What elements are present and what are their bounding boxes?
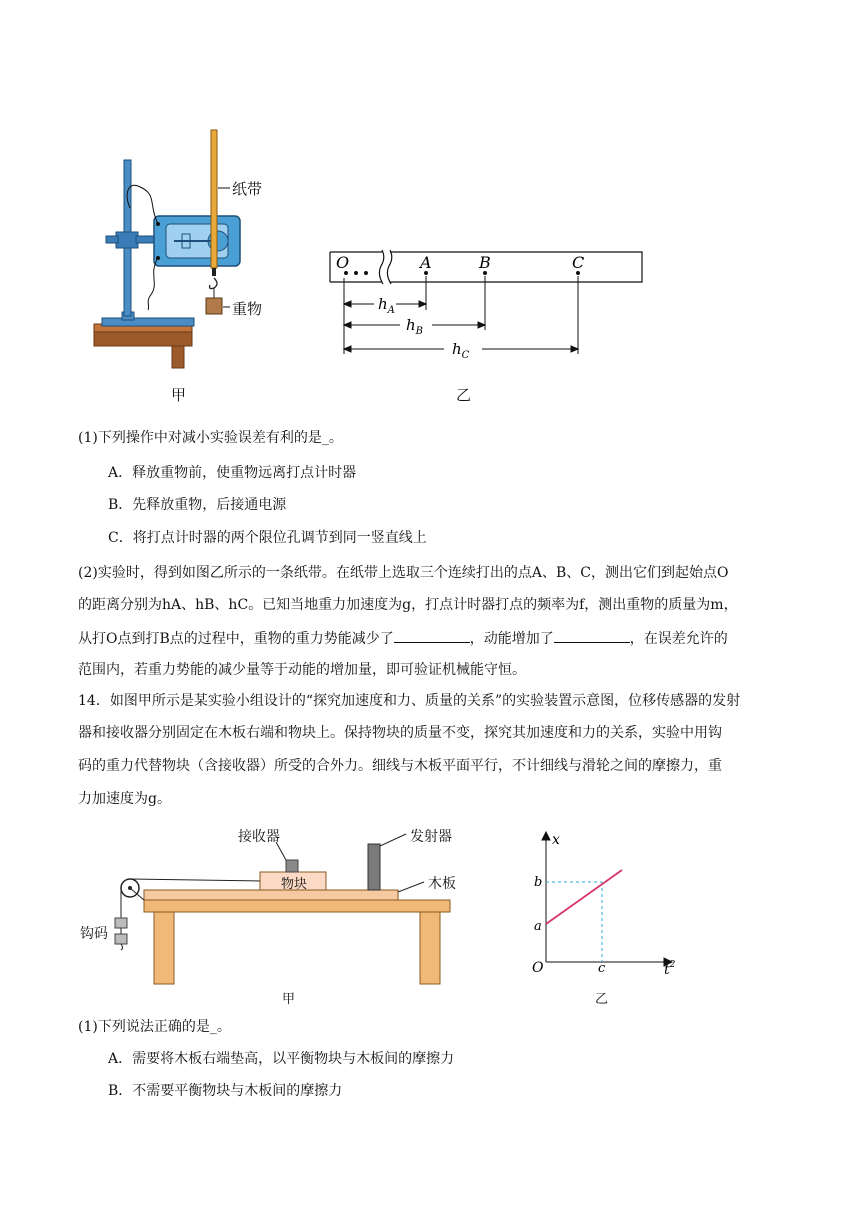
q13-part2-line2: 的距离分别为hA、hB、hC。已知当地重力加速度为g，打点计时器打点的频率为f，测出重物的质量为m， (78, 597, 738, 613)
graph-c-label: c (598, 961, 606, 974)
graph-a-label: a (534, 919, 542, 934)
answer-blank-potential-energy[interactable] (394, 628, 470, 643)
graph-series-line (546, 870, 622, 924)
graph-b-label: b (534, 875, 543, 890)
graph-y-axis-label: x (552, 832, 560, 848)
q13-part2-line1: (2)实验时，得到如图乙所示的一条纸带。在纸带上选取三个连续打出的点A、B、C，测出它们到起始点O (78, 565, 729, 581)
q14-part1-question: (1)下列说法正确的是_。 (78, 1019, 231, 1035)
graph-axes (542, 832, 672, 966)
label-receiver: 接收器 (238, 829, 280, 845)
q14-stem-line2: 器和接收器分别固定在木板右端和物块上。保持物块的质量不变，探究其加速度和力的关系，实验中用钩 (78, 725, 722, 741)
q14-stem-line4: 力加速度为g。 (78, 791, 171, 807)
stand-base (102, 318, 194, 326)
wooden-board (144, 890, 398, 900)
caption-fig1-right: 乙 (456, 386, 472, 404)
label-block: 物块 (281, 877, 308, 892)
label-weight: 重物 (232, 300, 263, 318)
q13-option-a: A．释放重物前，使重物远离打点计时器 (108, 465, 357, 481)
q14-option-b: B．不需要平衡物块与木板间的摩擦力 (108, 1083, 343, 1099)
label-hB: $h_B$ (406, 316, 424, 337)
graph-origin-label: O (532, 960, 544, 974)
q13-part2-line4: 范围内，若重力势能的减少量等于动能的增加量，即可验证机械能守恒。 (78, 662, 526, 678)
label-board: 木板 (428, 876, 456, 892)
label-hook-weights: 钩码 (80, 926, 108, 942)
weight-block (206, 298, 222, 314)
x-t2-graph (526, 824, 686, 974)
receiver-box (286, 860, 298, 872)
hook-weight-2 (115, 934, 127, 944)
tape-point-b: B (479, 253, 491, 272)
label-transmitter: 发射器 (410, 829, 452, 845)
caption-fig1-left: 甲 (171, 386, 187, 404)
tape-point-o: O (336, 253, 350, 272)
table-top (144, 900, 450, 912)
label-hA: $h_A$ (378, 295, 395, 316)
answer-blank-kinetic-energy[interactable] (554, 628, 630, 643)
tape-point-a: A (420, 253, 432, 272)
hook-weight-1 (115, 918, 127, 928)
graph-x-axis-label: $t^2$ (664, 960, 676, 974)
q13-part2-line3: 从打O点到打B点的过程中，重物的重力势能减少了 ，动能增加了 ，在误差允许的 (78, 628, 728, 649)
q13-part1-question: (1)下列操作中对减小实验误差有利的是_。 (78, 430, 343, 446)
q14-option-a: A．需要将木板右端垫高，以平衡物块与木板间的摩擦力 (108, 1051, 455, 1067)
q14-stem-line1: 14．如图甲所示是某实验小组设计的“探究加速度和力、质量的关系”的实验装置示意图，位移传感器的发射 (78, 693, 741, 709)
label-hC: $h_C$ (452, 340, 470, 361)
tape-point-c: C (572, 253, 585, 272)
q13-option-c: C．将打点计时器的两个限位孔调节到同一竖直线上 (108, 530, 427, 546)
free-fall-apparatus-figure (88, 124, 288, 374)
transmitter-box (368, 844, 380, 890)
q14-stem-line3: 码的重力代替物块（含接收器）所受的合外力。细线与木板平面平行，不计细线与滑轮之间的摩擦力，重 (78, 758, 722, 774)
caption-fig2-left: 甲 (282, 992, 296, 1007)
label-paper-tape: 纸带 (232, 180, 263, 198)
paper-tape-figure (324, 240, 650, 370)
q13-option-b: B．先释放重物，后接通电源 (108, 497, 287, 513)
paper-tape-strip (211, 130, 217, 268)
caption-fig2-right: 乙 (595, 992, 609, 1007)
